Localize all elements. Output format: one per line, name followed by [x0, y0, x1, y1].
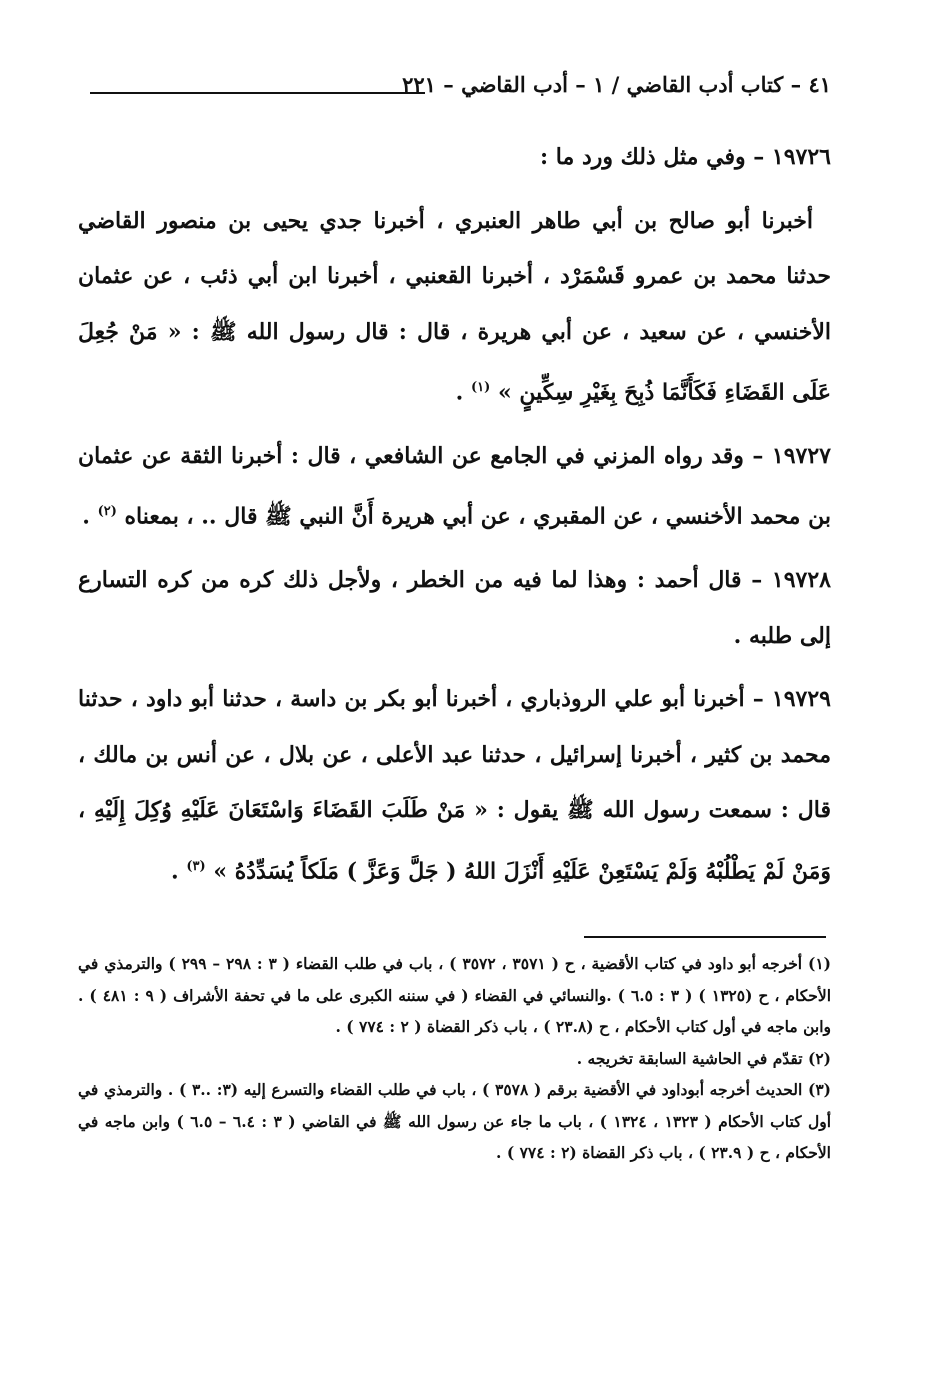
paragraph-end: . — [455, 379, 471, 406]
hadith-number: ١٩٧٢٨ — [771, 567, 831, 594]
paragraph-end: . — [82, 503, 98, 530]
paragraph-19729 — [78, 672, 831, 899]
running-head: ٤١ – كتاب أدب القاضي / ١ – أدب القاضي – ٢٢١ — [402, 72, 831, 97]
main-text — [78, 130, 831, 907]
paragraph-text: أخبرنا أبو صالح بن أبي طاهر العنبري ، أخبرنا جدي يحيى بن منصور القاضي حدثنا محمد بن عمرو قَسْمَرْد ، أخبرنا القعنبي ، أخبرنا ابن أبي ذئب ، عن عثمان الأخنسي ، عن سعيد ، عن أبي هريرة ، قال : قال رسول الله ﷺ : « مَنْ جُعِلَ عَلَى القَضَاءِ فَكَأَنَّمَا ذُبِحَ بِغَيْرِ سِكِّينٍ » — [78, 207, 831, 406]
header-rule — [90, 92, 425, 94]
paragraph-19728 — [78, 553, 831, 664]
page-header — [90, 70, 831, 110]
paragraph-19726 — [78, 130, 831, 186]
footnote-1: (١) أخرجه أبو داود في كتاب الأقضية ، ح ( ٣٥٧١ ، ٣٥٧٢ ) ، باب في طلب القضاء ( ٣ : ٢٩٨ – ٢٩٩ ) والترمذي في الأحكام ، ح (١٣٢٥ ) ( ٣ : ٦.٥ ) .والنسائي في القضاء ( في سننه الكبرى على ما في تحفة الأشراف ( ٩ : ٤٨١ ) . وابن ماجه في أول كتاب الأحكام ، ح (٢٣.٨ ) ، باب ذكر القضاة ( ٢ : ٧٧٤ ) . — [78, 954, 832, 1036]
footnote-ref[interactable]: (٢) — [97, 504, 117, 520]
paragraph-text: – وقد رواه المزني في الجامع عن الشافعي ، قال : أخبرنا الثقة عن عثمان بن محمد الأخنسي ، عن المقبري ، عن أبي هريرة أَنَّ النبي ﷺ قال .. ، بمعناه — [78, 442, 831, 530]
footnote-ref[interactable]: (١) — [470, 380, 491, 395]
paragraph-text: – قال أحمد : وهذا لما فيه من الخطر ، ولأجل ذلك كره من كره التسارع إلى طلبه . — [78, 567, 831, 649]
hadith-number: ١٩٧٢٧ — [771, 442, 831, 469]
paragraph-end: . — [171, 857, 187, 884]
footnote-3: (٣) الحديث أخرجه أبوداود في الأقضية برقم ( ٣٥٧٨ ) ، باب في طلب القضاء والتسرع إليه (٣: ..٣ ) . والترمذي في أول كتاب الأحكام ( ١٣٢٣ ، ١٣٢٤ ) ، باب ما جاء عن رسول الله ﷺ في القاضي ( ٣ : ٦.٤ – ٦.٥ ) وابن ماجه في الأحكام ، ح ( ٢٣.٩ ) ، باب ذكر القضاة (٢ : ٧٧٤ ) . — [78, 1080, 832, 1162]
paragraph-isnad — [78, 194, 831, 421]
footnote-2: (٢) تقدّم في الحاشية السابقة تخريجه . — [576, 1048, 831, 1068]
paragraph-text: – أخبرنا أبو علي الروذباري ، أخبرنا أبو بكر بن داسة ، حدثنا أبو داود ، حدثنا محمد بن كثير ، أخبرنا إسرائيل ، حدثنا عبد الأعلى ، عن بلال ، عن أنس بن مالك ، قال : سمعت رسول الله ﷺ يقول : « مَنْ طَلَبَ القَضَاءَ وَاسْتَعَانَ عَلَيْهِ وُكِلَ إِلَيْهِ ، وَمَنْ لَمْ يَطْلُبْهُ وَلَمْ يَسْتَعِنْ عَلَيْهِ أَنْزَلَ اللهُ ( جَلَّ وَعَزَّ ) مَلَكاً يُسَدِّدُهُ » — [78, 686, 831, 884]
hadith-number: ١٩٧٢٩ — [771, 686, 831, 713]
footnote-rule — [584, 936, 826, 938]
paragraph-19727 — [78, 429, 831, 545]
paragraph-text: – وفي مثل ذلك ورد ما : — [540, 144, 772, 170]
hadith-number: ١٩٧٢٦ — [771, 144, 831, 170]
footnote-ref[interactable]: (٣) — [186, 858, 206, 874]
footnotes — [78, 948, 831, 1169]
